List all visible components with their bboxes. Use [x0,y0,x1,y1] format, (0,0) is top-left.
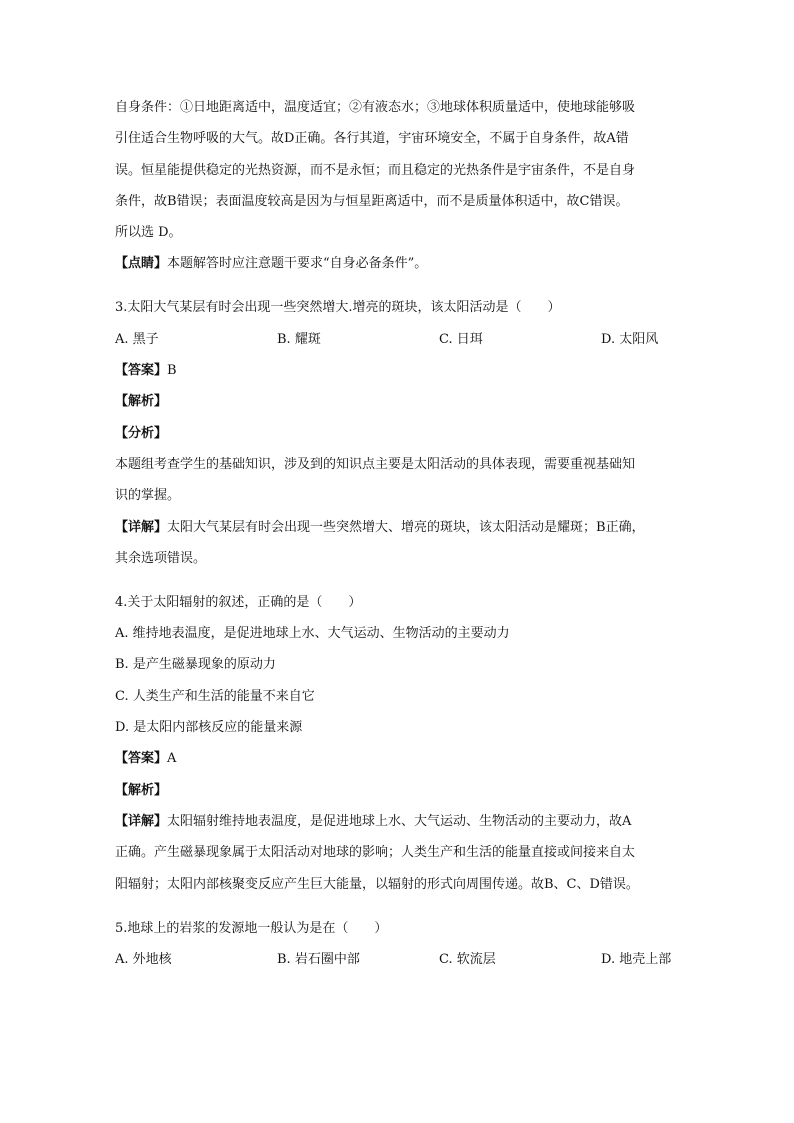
q4-detail-line: 正确。产生磁暴现象属于太阳活动对地球的影响；人类生产和生活的能量直接或间接来自太 [115,845,636,861]
q3-options [115,330,685,350]
q3-option-b: B. 耀斑 [277,331,321,347]
document-page [115,98,685,981]
q3-stem: 3.太阳大气某层有时会出现一些突然增大.增亮的斑块，该太阳活动是（ ） [115,300,561,316]
q2-explanation-line: 条件，故B错误；表面温度较高是因为与恒星距离适中，而不是质量体积适中，故C错误。 [115,193,629,209]
detail-text: 太阳辐射维持地表温度，是促进地球上水、大气运动、生物活动的主要动力，故A [167,813,632,829]
detail-label: 【详解】 [115,813,168,829]
detail-label: 【详解】 [115,519,168,535]
answer-value: B [167,363,177,379]
q2-explanation-line: 误。恒星能提供稳定的光热资源，而不是永恒；而且稳定的光热条件是宇宙条件，不是自身 [115,162,636,178]
q3-detail [115,518,685,538]
answer-label: 【答案】 [115,363,168,379]
q4-stem: 4.关于太阳辐射的叙述，正确的是（ ） [115,594,362,610]
q4-detail [115,812,685,832]
q5-stem: 5.地球上的岩浆的发源地一般认为是在（ ） [115,920,388,936]
q3-option-d: D. 太阳风 [601,331,659,347]
q3-analysis-label: 【解析】 [115,394,168,410]
q5-options [115,950,685,970]
q3-fenxi-line: 识的掌握。 [115,488,181,504]
q4-answer [115,749,685,769]
q4-option-d: D. 是太阳内部核反应的能量来源 [115,720,303,736]
q4-option-a: A. 维持地表温度，是促进地球上水、大气运动、生物活动的主要动力 [115,626,510,642]
q5-option-d: D. 地壳上部 [601,951,672,967]
tip-label: 【点睛】 [115,256,168,272]
q4-analysis-label: 【解析】 [115,782,168,798]
q3-answer [115,361,685,381]
q3-option-a: A. 黑子 [115,331,159,347]
q5-option-c: C. 软流层 [439,951,496,967]
q4-option-c: C. 人类生产和生活的能量不来自它 [115,688,315,704]
q2-explanation-line: 自身条件：①日地距离适中，温度适宜；②有液态水；③地球体积质量适中，使地球能够吸 [115,100,636,115]
q4-detail-line: 阳辐射；太阳内部核聚变反应产生巨大能量，以辐射的形式向周围传递。故B、C、D错误。 [115,876,639,892]
q3-option-c: C. 日珥 [439,331,483,347]
q5-option-a: A. 外地核 [115,951,172,967]
q5-option-b: B. 岩石圈中部 [277,951,360,967]
q3-fenxi-line: 本题组考查学生的基础知识，涉及到的知识点主要是太阳活动的具体表现，需要重视基础知 [115,456,636,472]
q3-detail-line: 其余选项错误。 [115,550,207,566]
q4-option-b: B. 是产生磁暴现象的原动力 [115,657,276,673]
answer-label: 【答案】 [115,751,168,767]
detail-text: 太阳大气某层有时会出现一些突然增大、增亮的斑块，该太阳活动是耀斑；B正确， [167,519,645,535]
tip-text: 本题解答时应注意题干要求“自身必备条件”。 [167,256,428,272]
q2-explanation-line: 引住适合生物呼吸的大气。故D正确。各行其道，宇宙环境安全，不属于自身条件，故A错 [115,131,629,147]
answer-value: A [167,751,177,767]
q2-tip [115,254,685,274]
q3-fenxi-label: 【分析】 [115,425,168,441]
q2-explanation-line: 所以选 D。 [115,225,182,241]
